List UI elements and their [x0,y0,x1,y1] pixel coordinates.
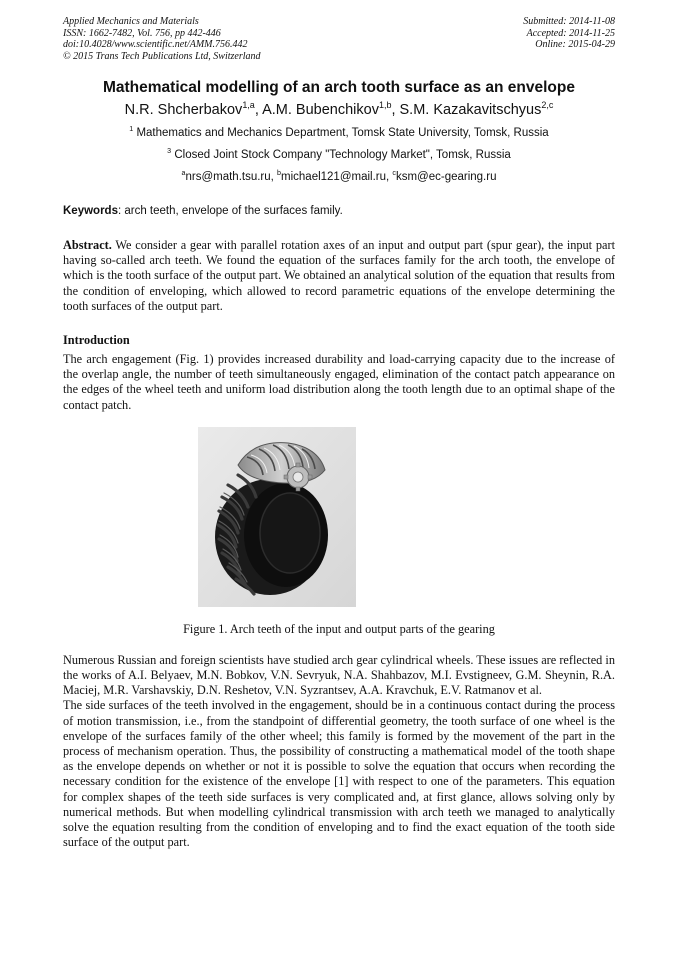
email-list: $^a$nrs@math.tsu.ru, $^b$michael121@mail.ru, $^c$ksm@ec-gearing.ru [181,169,497,183]
email-sup: a [181,169,186,178]
paper-title: Mathematical modelling of an arch tooth surface as an envelope [102,79,575,96]
email-sup: b [277,169,282,178]
paper-page [63,16,615,850]
affiliation [63,126,615,140]
figure-caption: Figure 1. Arch teeth of the input and output parts of the gearing [183,621,495,636]
email-sup: c [392,169,396,178]
abstract [63,238,615,314]
keywords-label: Keywords [63,205,118,217]
author-affil-sup: 1,b [378,100,392,111]
gear-figure [198,427,356,607]
figure-1 [63,427,615,607]
journal-issn: ISSN: 1662-7482, Vol. 756, pp 442-446 [63,27,221,39]
abstract-label: Abstract. [63,238,112,252]
affiliation-text: Mathematics and Mechanics Department, Tomsk State University, Tomsk, Russia [136,127,549,139]
email-link[interactable]: nrs@math.tsu.ru [185,171,271,183]
intro-paragraph: The arch engagement (Fig. 1) provides increased durability and load-carrying capacity due to the increase of the overlap angle, the number of teeth simultaneously engaged, elimination of the contact patch appearance on the edges of the wheel teeth and uniform load distribution along the tooth length due to an optimal shape of the contact patch. [63,352,615,412]
journal-copyright: © 2015 Trans Tech Publications Ltd, Switzerland [63,50,261,62]
date-online: Online: 2015-04-29 [535,39,615,50]
intro-paragraph: Numerous Russian and foreign scientists have studied arch gear cylindrical wheels. These issues are reflected in the works of A.I. Belyaev, M.N. Bobkov, V.N. Sevryuk, N.A. Shahbazov, M.I. Evstigneev, G.M. Sheynin, R.A. Maciej, M.R. Varshavskiy, D.N. Reshetov, V.N. Syzrantsev, A.A. Kravchuk, E.V. Ratmanov et al. [63,652,615,698]
affiliation [63,148,615,162]
email-link[interactable]: ksm@ec-gearing.ru [395,171,497,183]
author-list: N.R. Shcherbakov$^{1,a}$, A.M. Bubenchikov$^{1,b}$, S.M. Kazakavitschyus$^{2,c}$ [124,100,554,118]
journal-header [63,16,615,66]
journal-doi: doi:10.4028/www.scientific.net/AMM.756.442 [63,39,248,50]
affiliation-sup: 1 [129,125,134,134]
keywords-text: : arch teeth, envelope of the surfaces family. [117,205,343,217]
date-submitted: Submitted: 2014-11-08 [523,16,615,27]
affiliation-sup: 3 [167,147,172,156]
author-name: A.M. Bubenchikov [262,102,379,118]
abstract-text: We consider a gear with parallel rotation axes of an input and output part (spur gear), the input part having so-called arch teeth. We found the equation of the surfaces family for the arch tooth, the envelope of which is the tooth surface of the output part. We obtained an analytical solution of the equation that results from the condition of enveloping, which allowed to record parametric equations of the envelope determining the tooth surfaces of the output part. [63,238,615,313]
affiliation-text: Closed Joint Stock Company "Technology Market", Tomsk, Russia [174,149,511,161]
author-name: N.R. Shcherbakov [124,102,243,118]
intro-paragraph: The side surfaces of the teeth involved in the engagement, should be in a continuous contact during the process of motion transmission, i.e., from the standpoint of differential geometry, the tooth surface of one wheel is the envelope of the surfaces family of the other wheel; this family is formed by the movement of the part in the process of mechanism operation. Thus, the possibility of constructing a mathematical model of the tooth shape as the envelope depends on whether or not it is possible to solve the equation that occurs when recording the necessary condition for the existence of the envelope [1] with respect to one of the parameters. This equation for complex shapes of the teeth side surfaces is very complicated and, at first glance, allows solving only by numerical methods. But when modelling cylindrical transmission with arch teeth we managed to analytically solve the equation resulting from the condition of enveloping and to find the exact equation of the tooth side surface of the output part. [63,698,615,850]
email-link[interactable]: michael121@mail.ru [281,171,387,183]
journal-info [63,16,261,62]
author-affil-sup: 2,c [541,100,554,111]
keywords [63,204,615,218]
date-accepted: Accepted: 2014-11-25 [526,27,615,39]
journal-name: Applied Mechanics and Materials [63,16,199,27]
arch-gear-image [198,427,356,607]
submission-dates [523,16,615,51]
section-heading-introduction: Introduction [63,333,130,348]
author-affil-sup: 1,a [242,100,255,111]
author-name: S.M. Kazakavitschyus [399,102,542,118]
